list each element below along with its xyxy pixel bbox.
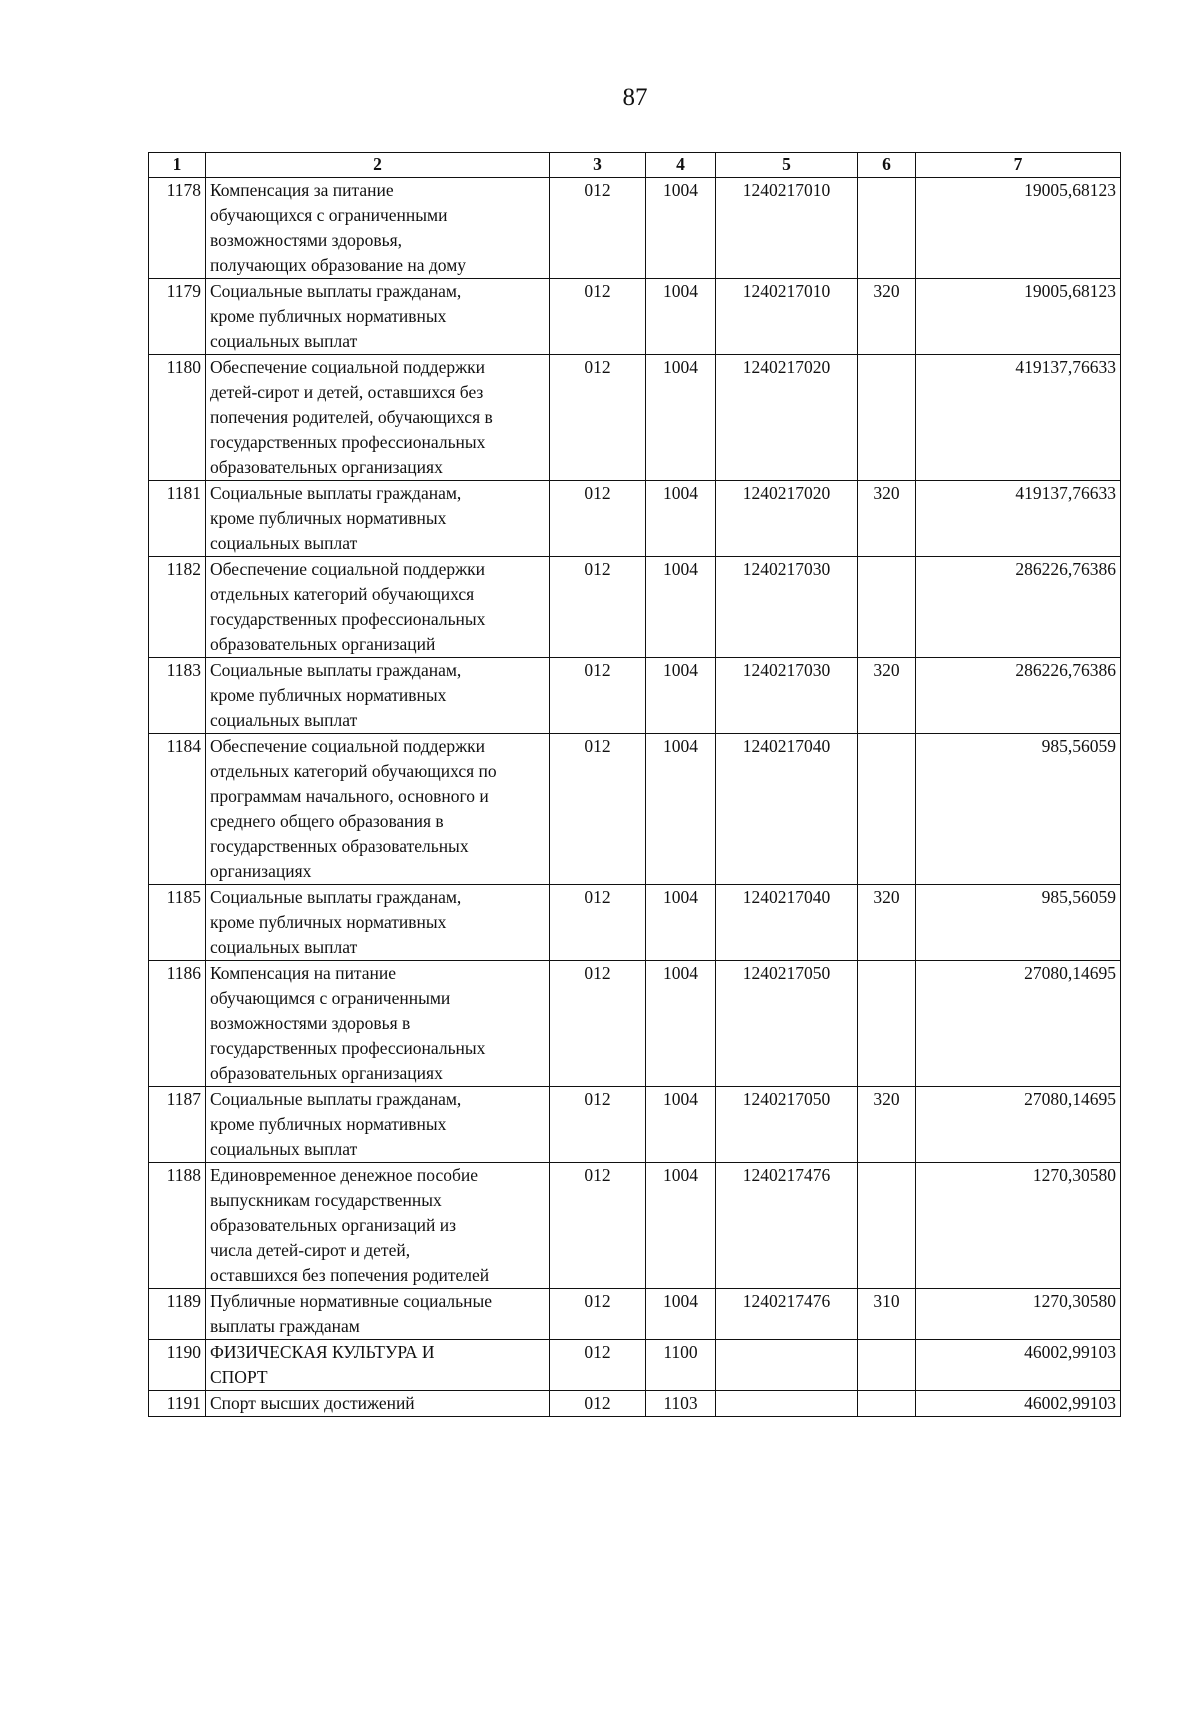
ministry-code-cell: 012 [550, 178, 646, 279]
description-cell: Социальные выплаты гражданам, кроме публичных нормативных социальных выплат [206, 658, 550, 734]
section-code-cell: 1004 [646, 1289, 716, 1340]
row-number-cell: 1186 [149, 961, 206, 1087]
page-number: 87 [622, 84, 648, 111]
row-number-cell: 1181 [149, 481, 206, 557]
amount-cell: 27080,14695 [916, 961, 1121, 1087]
row-number-cell: 1179 [149, 279, 206, 355]
ministry-code-cell: 012 [550, 734, 646, 885]
ministry-code-cell: 012 [550, 355, 646, 481]
ministry-code-cell: 012 [550, 481, 646, 557]
description-cell: Обеспечение социальной поддержки отдельных категорий обучающихся государственных профессиональных образовательных организаций [206, 557, 550, 658]
section-code-cell: 1004 [646, 557, 716, 658]
amount-cell: 985,56059 [916, 734, 1121, 885]
row-number-cell: 1184 [149, 734, 206, 885]
section-code-cell: 1004 [646, 178, 716, 279]
amount-cell: 19005,68123 [916, 178, 1121, 279]
expense-type-cell [858, 557, 916, 658]
description-cell: Социальные выплаты гражданам, кроме публичных нормативных социальных выплат [206, 279, 550, 355]
table-row [149, 1163, 1121, 1289]
column-header-6: 6 [858, 153, 916, 178]
target-article-cell: 1240217020 [716, 481, 858, 557]
target-article-cell: 1240217476 [716, 1163, 858, 1289]
table-row [149, 734, 1121, 885]
row-number-cell: 1183 [149, 658, 206, 734]
section-code-cell: 1004 [646, 481, 716, 557]
section-code-cell: 1004 [646, 355, 716, 481]
target-article-cell: 1240217010 [716, 178, 858, 279]
target-article-cell: 1240217040 [716, 885, 858, 961]
table-row [149, 1391, 1121, 1417]
description-cell: Компенсация за питание обучающихся с ограниченными возможностями здоровья, получающих образование на дому [206, 178, 550, 279]
row-number-cell: 1185 [149, 885, 206, 961]
row-number-cell: 1187 [149, 1087, 206, 1163]
ministry-code-cell: 012 [550, 885, 646, 961]
ministry-code-cell: 012 [550, 1087, 646, 1163]
ministry-code-cell: 012 [550, 557, 646, 658]
row-number-cell: 1180 [149, 355, 206, 481]
ministry-code-cell: 012 [550, 961, 646, 1087]
amount-cell: 27080,14695 [916, 1087, 1121, 1163]
column-header-7: 7 [916, 153, 1121, 178]
expense-type-cell: 320 [858, 279, 916, 355]
description-cell: Социальные выплаты гражданам, кроме публичных нормативных социальных выплат [206, 885, 550, 961]
table-row [149, 1087, 1121, 1163]
description-cell: Социальные выплаты гражданам, кроме публичных нормативных социальных выплат [206, 1087, 550, 1163]
row-number-cell: 1188 [149, 1163, 206, 1289]
section-code-cell: 1004 [646, 658, 716, 734]
table-body [149, 178, 1121, 1417]
row-number-cell: 1178 [149, 178, 206, 279]
target-article-cell: 1240217476 [716, 1289, 858, 1340]
amount-cell: 1270,30580 [916, 1289, 1121, 1340]
header-row [149, 153, 1121, 178]
table-row [149, 1340, 1121, 1391]
row-number-cell: 1189 [149, 1289, 206, 1340]
description-cell: Обеспечение социальной поддержки детей-сирот и детей, оставшихся без попечения родителей, обучающихся в государственных профессиональных образовательных организациях [206, 355, 550, 481]
column-header-2: 2 [206, 153, 550, 178]
amount-cell: 1270,30580 [916, 1163, 1121, 1289]
section-code-cell: 1004 [646, 885, 716, 961]
expense-type-cell [858, 178, 916, 279]
description-cell: Компенсация на питание обучающимся с ограниченными возможностями здоровья в государственных профессиональных образовательных организациях [206, 961, 550, 1087]
table-row [149, 279, 1121, 355]
table-row [149, 961, 1121, 1087]
expense-type-cell [858, 734, 916, 885]
target-article-cell [716, 1340, 858, 1391]
row-number-cell: 1182 [149, 557, 206, 658]
description-cell: Спорт высших достижений [206, 1391, 550, 1417]
ministry-code-cell: 012 [550, 658, 646, 734]
ministry-code-cell: 012 [550, 279, 646, 355]
amount-cell: 419137,76633 [916, 481, 1121, 557]
target-article-cell: 1240217050 [716, 961, 858, 1087]
target-article-cell: 1240217030 [716, 557, 858, 658]
column-header-3: 3 [550, 153, 646, 178]
section-code-cell: 1004 [646, 961, 716, 1087]
column-header-5: 5 [716, 153, 858, 178]
expense-type-cell [858, 355, 916, 481]
section-code-cell: 1100 [646, 1340, 716, 1391]
table-row [149, 355, 1121, 481]
amount-cell: 46002,99103 [916, 1391, 1121, 1417]
target-article-cell: 1240217010 [716, 279, 858, 355]
table-row [149, 557, 1121, 658]
budget-table [148, 152, 1121, 1417]
expense-type-cell [858, 1340, 916, 1391]
column-header-1: 1 [149, 153, 206, 178]
target-article-cell: 1240217020 [716, 355, 858, 481]
target-article-cell [716, 1391, 858, 1417]
amount-cell: 419137,76633 [916, 355, 1121, 481]
amount-cell: 286226,76386 [916, 557, 1121, 658]
ministry-code-cell: 012 [550, 1289, 646, 1340]
section-code-cell: 1004 [646, 1163, 716, 1289]
table-row [149, 178, 1121, 279]
ministry-code-cell: 012 [550, 1340, 646, 1391]
amount-cell: 985,56059 [916, 885, 1121, 961]
description-cell: Публичные нормативные социальные выплаты гражданам [206, 1289, 550, 1340]
ministry-code-cell: 012 [550, 1163, 646, 1289]
table-row [149, 481, 1121, 557]
target-article-cell: 1240217040 [716, 734, 858, 885]
expense-type-cell: 320 [858, 481, 916, 557]
column-header-4: 4 [646, 153, 716, 178]
target-article-cell: 1240217030 [716, 658, 858, 734]
expense-type-cell [858, 961, 916, 1087]
description-cell: Единовременное денежное пособие выпускникам государственных образовательных организаций из числа детей-сирот и детей, оставшихся без попечения родителей [206, 1163, 550, 1289]
amount-cell: 286226,76386 [916, 658, 1121, 734]
expense-type-cell [858, 1391, 916, 1417]
description-cell: Обеспечение социальной поддержки отдельных категорий обучающихся по программам начального, основного и среднего общего образования в государственных образовательных организациях [206, 734, 550, 885]
expense-type-cell: 320 [858, 1087, 916, 1163]
amount-cell: 46002,99103 [916, 1340, 1121, 1391]
table-row [149, 658, 1121, 734]
section-code-cell: 1004 [646, 734, 716, 885]
amount-cell: 19005,68123 [916, 279, 1121, 355]
description-cell: Социальные выплаты гражданам, кроме публичных нормативных социальных выплат [206, 481, 550, 557]
row-number-cell: 1190 [149, 1340, 206, 1391]
section-code-cell: 1004 [646, 279, 716, 355]
expense-type-cell [858, 1163, 916, 1289]
target-article-cell: 1240217050 [716, 1087, 858, 1163]
expense-type-cell: 320 [858, 885, 916, 961]
expense-type-cell: 320 [858, 658, 916, 734]
row-number-cell: 1191 [149, 1391, 206, 1417]
table-row [149, 885, 1121, 961]
section-code-cell: 1004 [646, 1087, 716, 1163]
expense-type-cell: 310 [858, 1289, 916, 1340]
ministry-code-cell: 012 [550, 1391, 646, 1417]
section-code-cell: 1103 [646, 1391, 716, 1417]
table-row [149, 1289, 1121, 1340]
description-cell: ФИЗИЧЕСКАЯ КУЛЬТУРА И СПОРТ [206, 1340, 550, 1391]
